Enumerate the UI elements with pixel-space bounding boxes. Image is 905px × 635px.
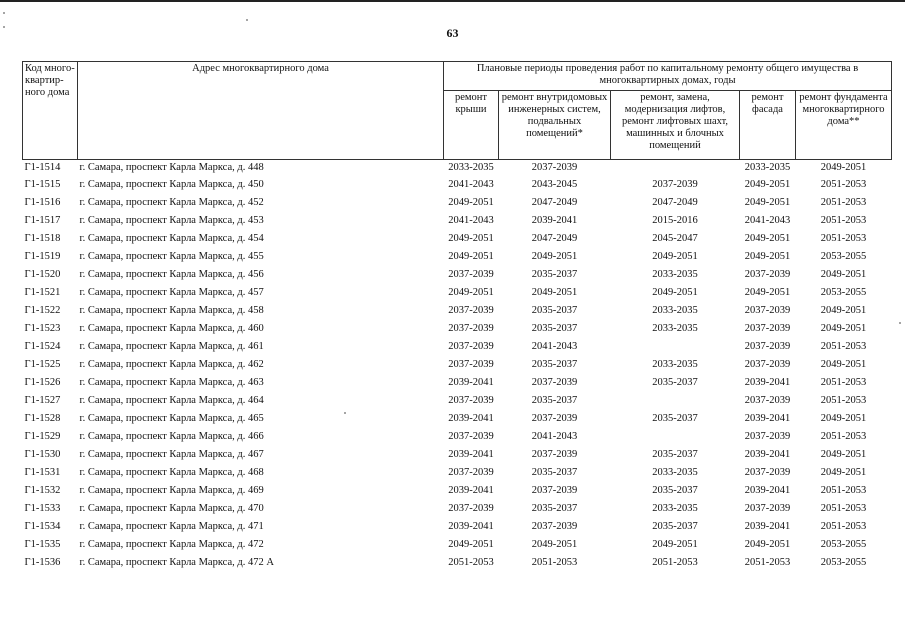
table-row [23,554,892,572]
cell-foundation: 2051-2053 [820,197,867,208]
cell-address: г. Самара, проспект Карла Маркса, д. 468 [79,467,264,478]
cell-code: Г1-1522 [24,305,61,316]
cell-elevators: 2035-2037 [652,521,698,532]
cell-address: г. Самара, проспект Карла Маркса, д. 456 [79,269,264,280]
cell-systems: 2037-2039 [531,485,578,496]
cell-facade: 2049-2051 [744,233,791,244]
table-row [23,160,892,177]
table-row [23,446,892,464]
cell-systems: 2035-2037 [531,359,578,370]
table-row [23,392,892,410]
cell-systems: 2047-2049 [531,233,578,244]
header-elevators: ремонт, замена, модернизация лифтов, ремонт лифтовых шахт, машинных и блочных помещений [611,91,740,160]
cell-foundation: 2049-2051 [820,269,867,280]
page-number: 63 [446,26,459,40]
cell-facade: 2037-2039 [744,395,791,406]
cell-facade: 2037-2039 [744,269,791,280]
cell-foundation: 2051-2053 [820,341,867,352]
cell-systems: 2035-2037 [531,467,578,478]
cell-elevators: 2033-2035 [652,467,698,478]
cell-systems: 2037-2039 [531,449,578,460]
cell-foundation: 2053-2055 [820,251,867,262]
cell-code: Г1-1532 [24,485,61,496]
cell-roof: 2041-2043 [448,179,494,190]
cell-elevators: 2035-2037 [652,413,698,424]
cell-foundation: 2051-2053 [820,215,867,226]
cell-address: г. Самара, проспект Карла Маркса, д. 472 А [79,557,274,568]
table-row [23,518,892,536]
cell-systems: 2035-2037 [531,305,578,316]
cell-elevators: 2035-2037 [652,485,698,496]
cell-systems: 2039-2041 [531,215,578,226]
cell-code: Г1-1526 [24,377,61,388]
cell-code: Г1-1529 [24,431,61,442]
cell-foundation: 2053-2055 [820,557,867,568]
cell-roof: 2049-2051 [448,251,494,262]
cell-foundation: 2051-2053 [820,503,867,514]
cell-address: г. Самара, проспект Карла Маркса, д. 467 [79,449,264,460]
cell-facade: 2037-2039 [744,323,791,334]
cell-roof: 2051-2053 [448,557,494,568]
table-row [23,284,892,302]
cell-elevators [611,338,740,356]
cell-systems: 2035-2037 [531,323,578,334]
cell-elevators: 2033-2035 [652,323,698,334]
scan-speck [899,322,901,324]
cell-roof: 2037-2039 [448,431,494,442]
cell-foundation: 2049-2051 [820,323,867,334]
table-row [23,320,892,338]
cell-facade: 2037-2039 [744,305,791,316]
cell-foundation: 2053-2055 [820,539,867,550]
cell-foundation: 2051-2053 [820,521,867,532]
cell-code: Г1-1534 [24,521,61,532]
cell-address: г. Самара, проспект Карла Маркса, д. 457 [79,287,264,298]
cell-roof: 2037-2039 [448,503,494,514]
cell-code: Г1-1517 [24,215,61,226]
cell-roof: 2039-2041 [448,377,494,388]
cell-systems: 2037-2039 [531,377,578,388]
cell-address: г. Самара, проспект Карла Маркса, д. 466 [79,431,264,442]
cell-elevators: 2033-2035 [652,359,698,370]
header-code: Код много-квартир-ного дома [23,62,78,160]
cell-code: Г1-1514 [24,162,61,173]
cell-facade: 2039-2041 [744,449,791,460]
cell-address: г. Самара, проспект Карла Маркса, д. 463 [79,377,264,388]
cell-facade: 2049-2051 [744,179,791,190]
cell-code: Г1-1525 [24,359,61,370]
cell-facade: 2049-2051 [744,197,791,208]
table-row [23,176,892,194]
cell-systems: 2037-2039 [531,162,578,173]
table-row [23,536,892,554]
cell-foundation: 2049-2051 [820,467,867,478]
header-roof: ремонт крыши [444,91,499,160]
cell-roof: 2049-2051 [448,197,494,208]
cell-systems: 2051-2053 [531,557,578,568]
cell-facade: 2041-2043 [744,215,791,226]
cell-roof: 2037-2039 [448,269,494,280]
cell-systems: 2037-2039 [531,521,578,532]
cell-address: г. Самара, проспект Карла Маркса, д. 448 [79,162,264,173]
cell-code: Г1-1527 [24,395,61,406]
cell-systems: 2049-2051 [531,539,578,550]
cell-systems: 2043-2045 [531,179,578,190]
cell-facade: 2037-2039 [744,341,791,352]
table-row [23,302,892,320]
cell-address: г. Самара, проспект Карла Маркса, д. 470 [79,503,264,514]
scan-speck [3,12,5,14]
scan-speck [3,26,5,28]
cell-address: г. Самара, проспект Карла Маркса, д. 454 [79,233,264,244]
cell-elevators: 2049-2051 [652,251,698,262]
table-row [23,230,892,248]
cell-code: Г1-1531 [24,467,61,478]
cell-systems: 2041-2043 [531,341,578,352]
cell-address: г. Самара, проспект Карла Маркса, д. 461 [79,341,264,352]
table-row [23,428,892,446]
top-rule [0,0,905,2]
cell-foundation: 2051-2053 [820,179,867,190]
cell-foundation: 2049-2051 [820,413,867,424]
cell-address: г. Самара, проспект Карла Маркса, д. 465 [79,413,264,424]
cell-roof: 2037-2039 [448,323,494,334]
cell-roof: 2041-2043 [448,215,494,226]
cell-roof: 2039-2041 [448,485,494,496]
table-row [23,338,892,356]
cell-code: Г1-1516 [24,197,61,208]
cell-elevators: 2037-2039 [652,179,698,190]
cell-code: Г1-1528 [24,413,61,424]
cell-systems: 2049-2051 [531,251,578,262]
cell-foundation: 2051-2053 [820,395,867,406]
scan-speck [246,19,248,21]
cell-elevators: 2045-2047 [652,233,698,244]
cell-address: г. Самара, проспект Карла Маркса, д. 458 [79,305,264,316]
table-row [23,500,892,518]
cell-address: г. Самара, проспект Карла Маркса, д. 452 [79,197,264,208]
cell-systems: 2035-2037 [531,395,578,406]
cell-code: Г1-1518 [24,233,61,244]
cell-roof: 2049-2051 [448,539,494,550]
cell-code: Г1-1536 [24,557,61,568]
cell-facade: 2037-2039 [744,359,791,370]
table-row [23,410,892,428]
cell-address: г. Самара, проспект Карла Маркса, д. 464 [79,395,264,406]
cell-elevators [611,392,740,410]
cell-elevators: 2049-2051 [652,287,698,298]
cell-code: Г1-1515 [24,179,61,190]
cell-facade: 2039-2041 [744,485,791,496]
table-row [23,374,892,392]
cell-address: г. Самара, проспект Карла Маркса, д. 455 [79,251,264,262]
cell-elevators: 2049-2051 [652,539,698,550]
cell-roof: 2037-2039 [448,359,494,370]
table-row [23,194,892,212]
cell-foundation: 2049-2051 [820,359,867,370]
cell-elevators: 2033-2035 [652,269,698,280]
table-row [23,464,892,482]
cell-facade: 2049-2051 [744,251,791,262]
cell-address: г. Самара, проспект Карла Маркса, д. 471 [79,521,264,532]
cell-address: г. Самара, проспект Карла Маркса, д. 450 [79,179,264,190]
cell-elevators: 2033-2035 [652,305,698,316]
cell-foundation: 2049-2051 [820,305,867,316]
header-foundation: ремонт фундамента многоквартирного дома** [796,91,892,160]
cell-code: Г1-1519 [24,251,61,262]
capital-repair-table [22,61,892,572]
cell-facade: 2037-2039 [744,467,791,478]
cell-facade: 2049-2051 [744,539,791,550]
cell-foundation: 2049-2051 [820,162,867,173]
cell-facade: 2037-2039 [744,431,791,442]
header-address: Адрес многоквартирного дома [78,62,444,160]
cell-foundation: 2051-2053 [820,233,867,244]
cell-systems: 2035-2037 [531,269,578,280]
cell-roof: 2037-2039 [448,305,494,316]
table-row [23,266,892,284]
cell-address: г. Самара, проспект Карла Маркса, д. 469 [79,485,264,496]
cell-foundation: 2049-2051 [820,449,867,460]
cell-roof: 2033-2035 [448,162,494,173]
cell-code: Г1-1520 [24,269,61,280]
cell-elevators: 2033-2035 [652,503,698,514]
cell-code: Г1-1533 [24,503,61,514]
header-systems: ремонт внутридомовых инженерных систем, подвальных помещений* [499,91,611,160]
cell-facade: 2039-2041 [744,413,791,424]
cell-elevators: 2035-2037 [652,449,698,460]
cell-foundation: 2051-2053 [820,485,867,496]
cell-roof: 2037-2039 [448,467,494,478]
cell-elevators: 2015-2016 [652,215,698,226]
cell-roof: 2039-2041 [448,521,494,532]
cell-systems: 2047-2049 [531,197,578,208]
cell-foundation: 2053-2055 [820,287,867,298]
table-row [23,356,892,374]
table-row [23,248,892,266]
header-periods-group: Плановые периоды проведения работ по капитальному ремонту общего имущества в многоквартирных домах, годы [444,62,892,91]
cell-roof: 2049-2051 [448,233,494,244]
cell-systems: 2037-2039 [531,413,578,424]
cell-elevators: 2051-2053 [652,557,698,568]
table-row [23,482,892,500]
cell-systems: 2035-2037 [531,503,578,514]
cell-roof: 2037-2039 [448,395,494,406]
cell-facade: 2051-2053 [744,557,791,568]
cell-elevators: 2047-2049 [652,197,698,208]
cell-code: Г1-1535 [24,539,61,550]
cell-code: Г1-1523 [24,323,61,334]
cell-facade: 2039-2041 [744,521,791,532]
cell-facade: 2037-2039 [744,503,791,514]
cell-facade: 2039-2041 [744,377,791,388]
cell-elevators [611,160,740,177]
cell-code: Г1-1521 [24,287,61,298]
table-row [23,212,892,230]
cell-elevators: 2035-2037 [652,377,698,388]
table-body [23,160,892,573]
header-facade: ремонт фасада [740,91,796,160]
cell-address: г. Самара, проспект Карла Маркса, д. 462 [79,359,264,370]
cell-address: г. Самара, проспект Карла Маркса, д. 460 [79,323,264,334]
cell-roof: 2037-2039 [448,341,494,352]
cell-roof: 2039-2041 [448,449,494,460]
cell-code: Г1-1524 [24,341,61,352]
cell-address: г. Самара, проспект Карла Маркса, д. 472 [79,539,264,550]
cell-roof: 2049-2051 [448,287,494,298]
cell-systems: 2049-2051 [531,287,578,298]
cell-roof: 2039-2041 [448,413,494,424]
cell-foundation: 2051-2053 [820,377,867,388]
scan-speck [344,412,346,414]
cell-systems: 2041-2043 [531,431,578,442]
cell-address: г. Самара, проспект Карла Маркса, д. 453 [79,215,264,226]
cell-facade: 2033-2035 [744,162,791,173]
cell-elevators [611,428,740,446]
cell-foundation: 2051-2053 [820,431,867,442]
cell-facade: 2049-2051 [744,287,791,298]
cell-code: Г1-1530 [24,449,61,460]
